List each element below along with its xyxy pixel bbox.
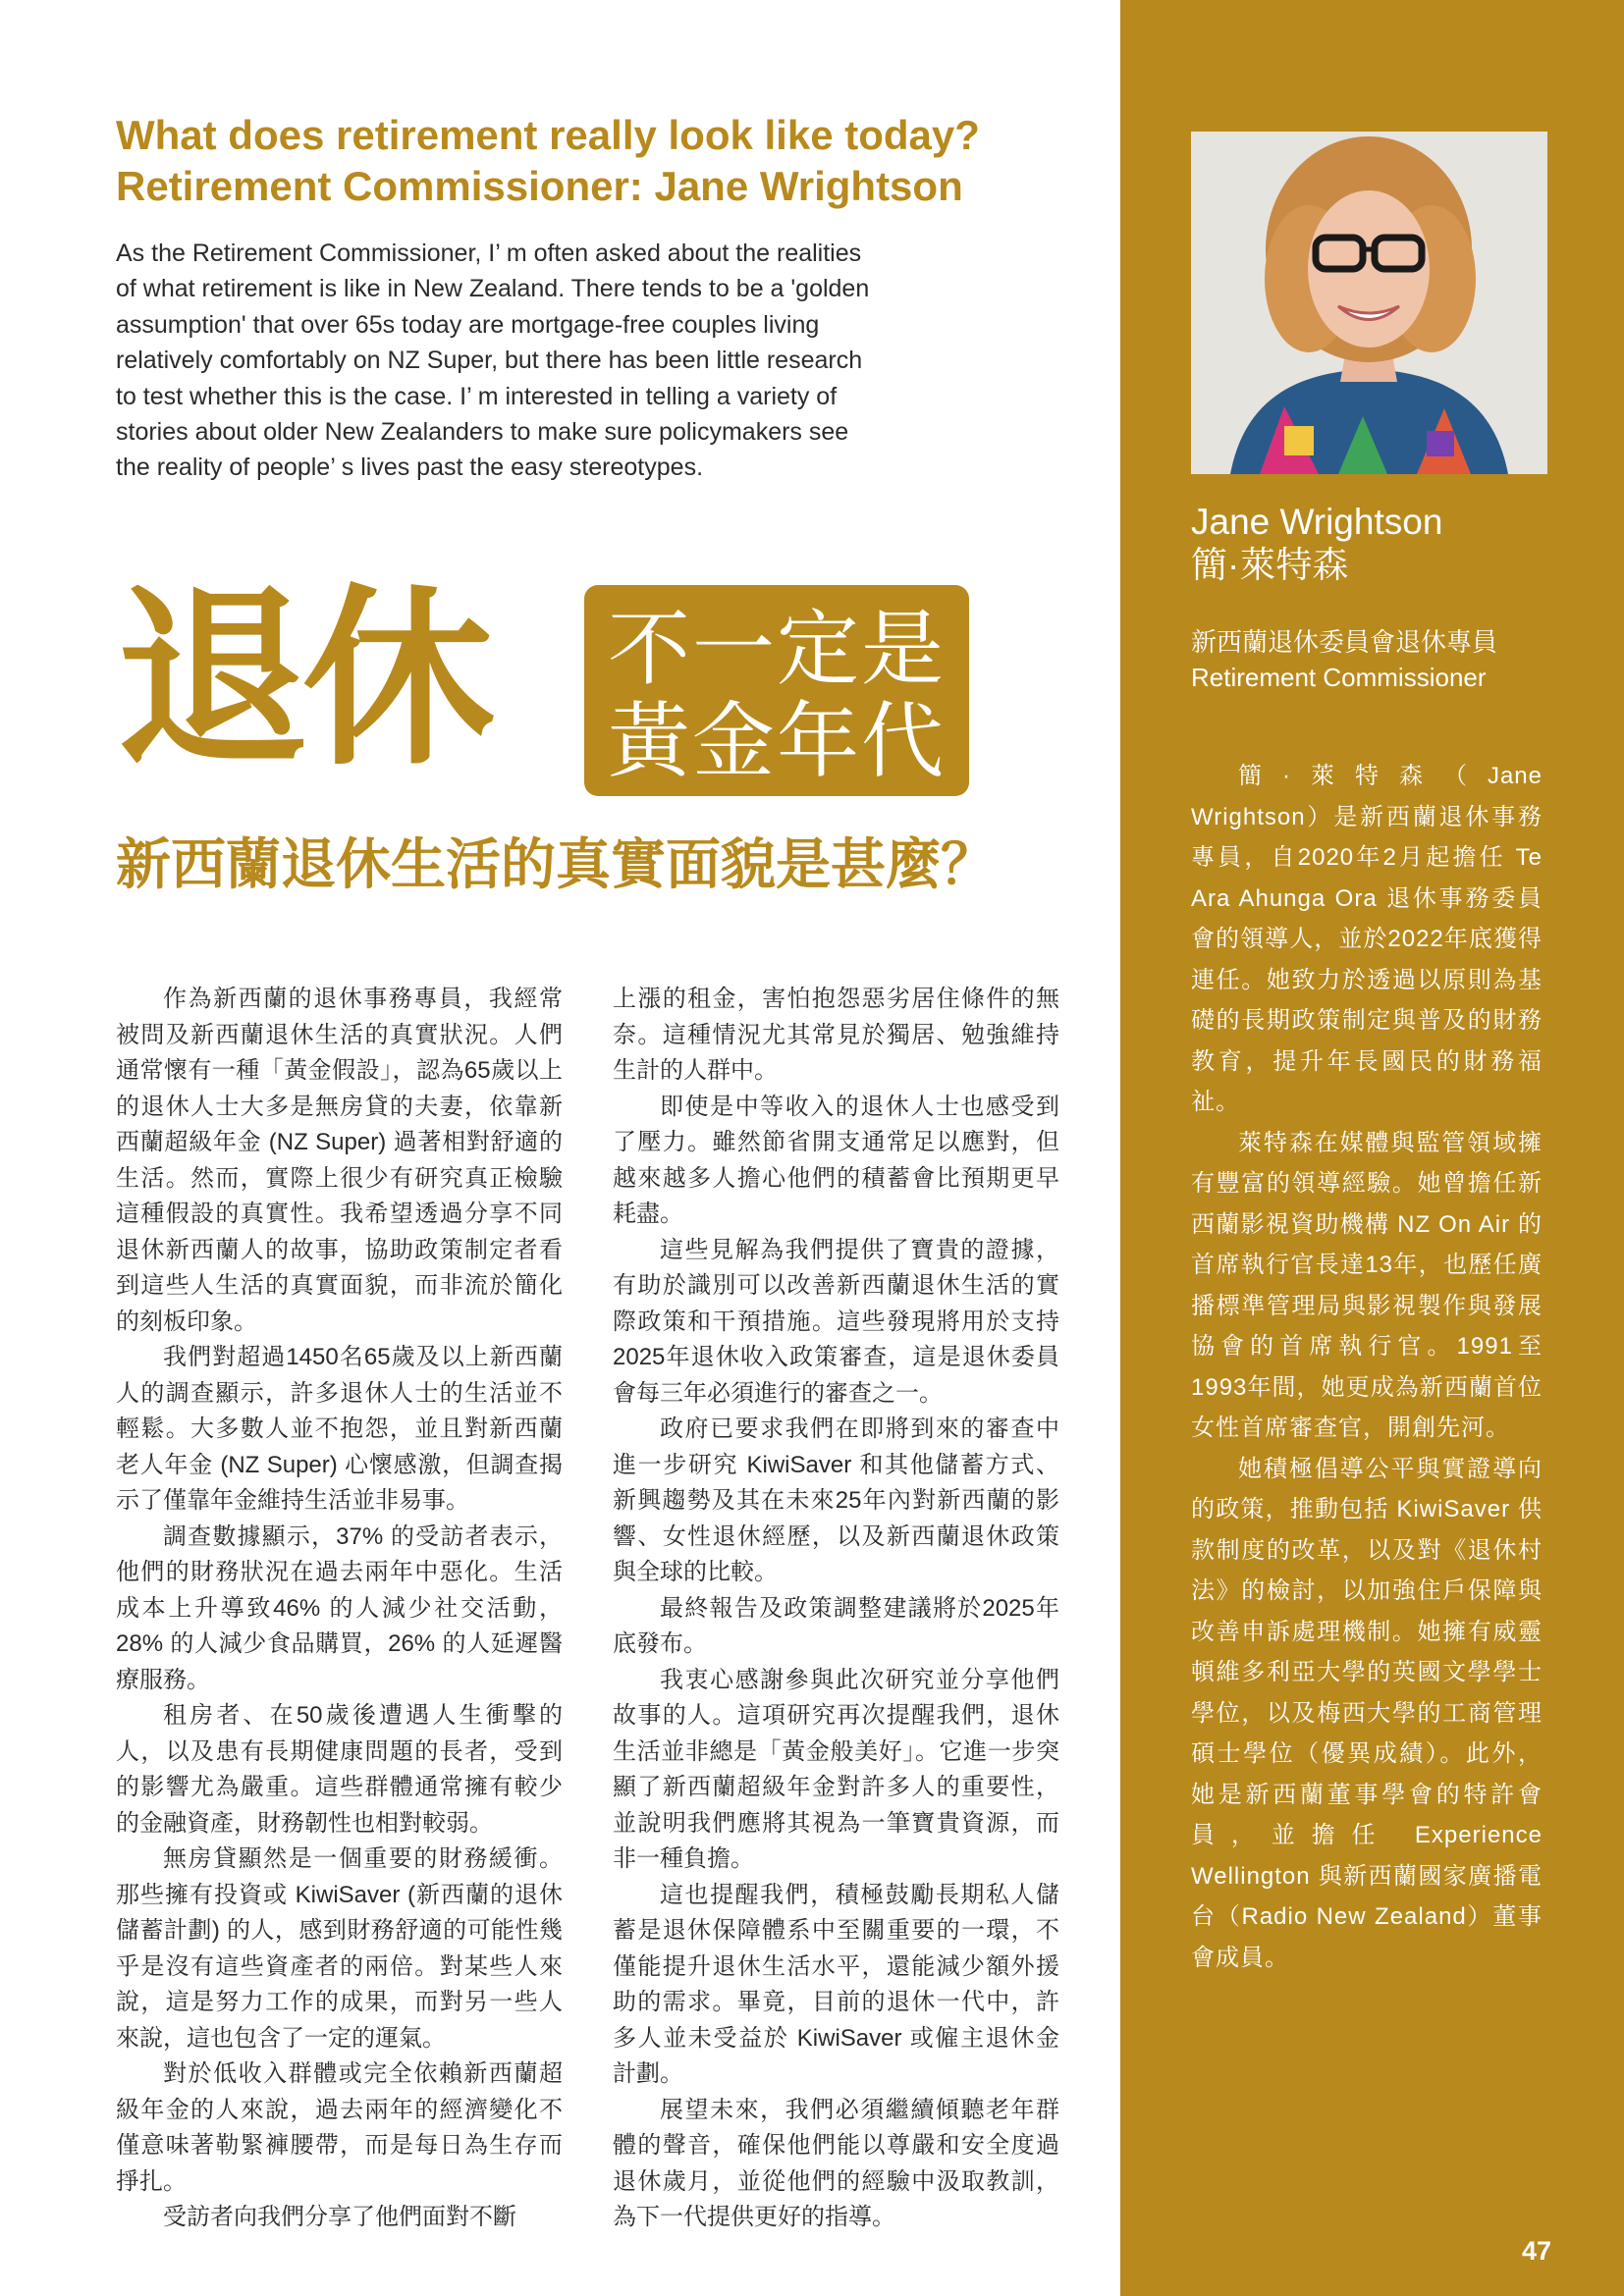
english-title-line1: What does retirement really look like today? (116, 112, 980, 158)
paragraph: 展望未來，我們必須繼續傾聽老年群體的聲音，確保他們能以尊嚴和安全度過退休歲月，並從他們的經驗中汲取教訓，為下一代提供更好的指導。 (613, 2096, 1059, 2230)
intro-line: to test whether this is the case. I’ m interested in telling a variety of (116, 382, 838, 410)
intro-paragraph (116, 236, 931, 486)
paragraph: 調查數據顯示，37% 的受訪者表示，他們的財務狀況在過去兩年中惡化。生活成本上升導致46% 的人減少社交活動，28% 的人減少食品購買，26% 的人延遲醫療服務。 (116, 1522, 563, 1693)
chinese-subtitle: 新西蘭退休生活的真實面貌是甚麼？ (116, 833, 996, 895)
paragraph: 最終報告及政策調整建議將於2025年底發布。 (613, 1594, 1059, 1657)
profile-role-zh: 新西蘭退休委員會退休專員 (1191, 627, 1498, 657)
profile-name-zh: 簡·萊特森 (1191, 545, 1349, 585)
profile-role-en: Retirement Commissioner (1191, 663, 1487, 692)
profile-name-en: Jane Wrightson (1191, 502, 1443, 542)
intro-line: assumption' that over 65s today are mortgage-free couples living (116, 310, 820, 339)
headline-badge (584, 585, 969, 796)
bio-paragraph: 萊特森在媒體與監管領域擁有豐富的領導經驗。她曾擔任新西蘭影視資助機構 NZ On Air 的首席執行官長達13年，也歷任廣播標準管理局與影視製作與發展協會的首席執行官。1991至1993年間，她更成為新西蘭首位女性首席審查官，開創先河。 (1191, 1129, 1543, 1441)
english-title-line2: Retirement Commissioner: Jane Wrightson (116, 163, 963, 209)
paragraph: 我衷心感謝參與此次研究並分享他們故事的人。這項研究再次提醒我們，退休生活並非總是「黃金般美好」。它進一步突顯了新西蘭超級年金對許多人的重要性，並說明我們應將其視為一筆寶貴資源，而非一種負擔。 (613, 1666, 1059, 1872)
page-number: 47 (1521, 2236, 1551, 2266)
headline-retirement: 退休 (116, 566, 490, 792)
intro-line: stories about older New Zealanders to make sure policymakers see (116, 418, 849, 447)
bio-paragraph: 她積極倡導公平與實證導向的政策，推動包括 KiwiSaver 供款制度的改革，以及對《退休村法》的檢討，以加強住戶保障與改善申訴處理機制。她擁有威靈頓維多利亞大學的英國文學學士學位，以及梅西大學的工商管理碩士學位（優異成績）。此外，她是新西蘭董事學會的特許會員，並擔任 Experience Wellington 與新西蘭國家廣播電台（Radio New Zealand）董事會成員。 (1191, 1455, 1543, 1971)
paragraph: 這些見解為我們提供了寶貴的證據，有助於識別可以改善新西蘭退休生活的實際政策和干預措施。這些發現將用於支持2025年退休收入政策審查，這是退休委員會每三年必須進行的審查之一。 (613, 1236, 1059, 1407)
intro-line: As the Retirement Commissioner, I’ m often asked about the realities (116, 240, 862, 267)
paragraph: 即使是中等收入的退休人士也感受到了壓力。雖然節省開支通常足以應對，但越來越多人擔心他們的積蓄會比預期更早耗盡。 (613, 1093, 1059, 1227)
paragraph: 我們對超過1450名65歲及以上新西蘭人的調查顯示，許多退休人士的生活並不輕鬆。大多數人並不抱怨，並且對新西蘭老人年金 (NZ Super) 心懷感激，但調查揭示了僅靠年金維持生活並非易事。 (116, 1344, 563, 1514)
bio-paragraph: 簡·萊特森（Jane Wrightson）是新西蘭退休事務專員，自2020年2月起擔任 Te Ara Ahunga Ora 退休事務委員會的領導人，並於2022年底獲得連任。她致力於透過以原則為基礎的長期政策制定與普及的財務教育，提升年長國民的財務福祉。 (1191, 763, 1543, 1115)
paragraph: 這也提醒我們，積極鼓勵長期私人儲蓄是退休保障體系中至關重要的一環，不僅能提升退休生活水平，還能減少額外援助的需求。畢竟，目前的退休一代中，許多人並未受益於 KiwiSaver 或僱主退休金計劃。 (613, 1881, 1059, 2087)
badge-line1: 不一定是 (607, 603, 946, 695)
paragraph: 受訪者向我們分享了他們面對不斷 (163, 2204, 516, 2230)
portrait-photo (1191, 132, 1547, 474)
badge-line2: 黃金年代 (607, 695, 946, 787)
intro-line: of what retirement is like in New Zealand. There tends to be a 'golden (116, 275, 870, 303)
profile-name (1191, 501, 1584, 587)
paragraph: 作為新西蘭的退休事務專員，我經常被問及新西蘭退休生活的真實狀況。人們通常懷有一種「黃金假設」，認為65歲以上的退休人士大多是無房貸的夫妻，依靠新西蘭超級年金 (NZ Super) 過著相對舒適的生活。然而，實際上很少有研究真正檢驗這種假設的真實性。我希望透過分享不同退休新西蘭人的故事，協助政策制定者看到這些人生活的真實面貌，而非流於簡化的刻板印象。 (116, 986, 563, 1335)
profile-bio (1191, 756, 1543, 1978)
paragraph: 政府已要求我們在即將到來的審查中進一步研究 KiwiSaver 和其他儲蓄方式、新興趨勢及其在未來25年內對新西蘭的影響、女性退休經歷，以及新西蘭退休政策與全球的比較。 (613, 1415, 1059, 1585)
profile-role (1191, 624, 1584, 695)
intro-line: relatively comfortably on NZ Super, but there has been little research (116, 347, 863, 375)
article-column-2 (613, 982, 1059, 2236)
intro-line: the reality of people’ s lives past the easy stereotypes. (116, 454, 704, 482)
article-column-1 (116, 982, 563, 2236)
paragraph: 上漲的租金，害怕抱怨惡劣居住條件的無奈。這種情況尤其常見於獨居、勉強維持生計的人群中。 (613, 986, 1059, 1084)
english-title (116, 110, 1000, 212)
paragraph: 租房者、在50歲後遭遇人生衝擊的人，以及患有長期健康問題的長者，受到的影響尤為嚴重。這些群體通常擁有較少的金融資產，財務韌性也相對較弱。 (116, 1702, 563, 1837)
paragraph: 無房貸顯然是一個重要的財務緩衝。那些擁有投資或 KiwiSaver (新西蘭的退休儲蓄計劃) 的人，感到財務舒適的可能性幾乎是沒有這些資產者的兩倍。對某些人來說，這是努力工作的成果，而對另一些人來說，這也包含了一定的運氣。 (116, 1845, 563, 2052)
paragraph: 對於低收入群體或完全依賴新西蘭超級年金的人來說，過去兩年的經濟變化不僅意味著勒緊褲腰帶，而是每日為生存而掙扎。 (116, 2060, 563, 2195)
